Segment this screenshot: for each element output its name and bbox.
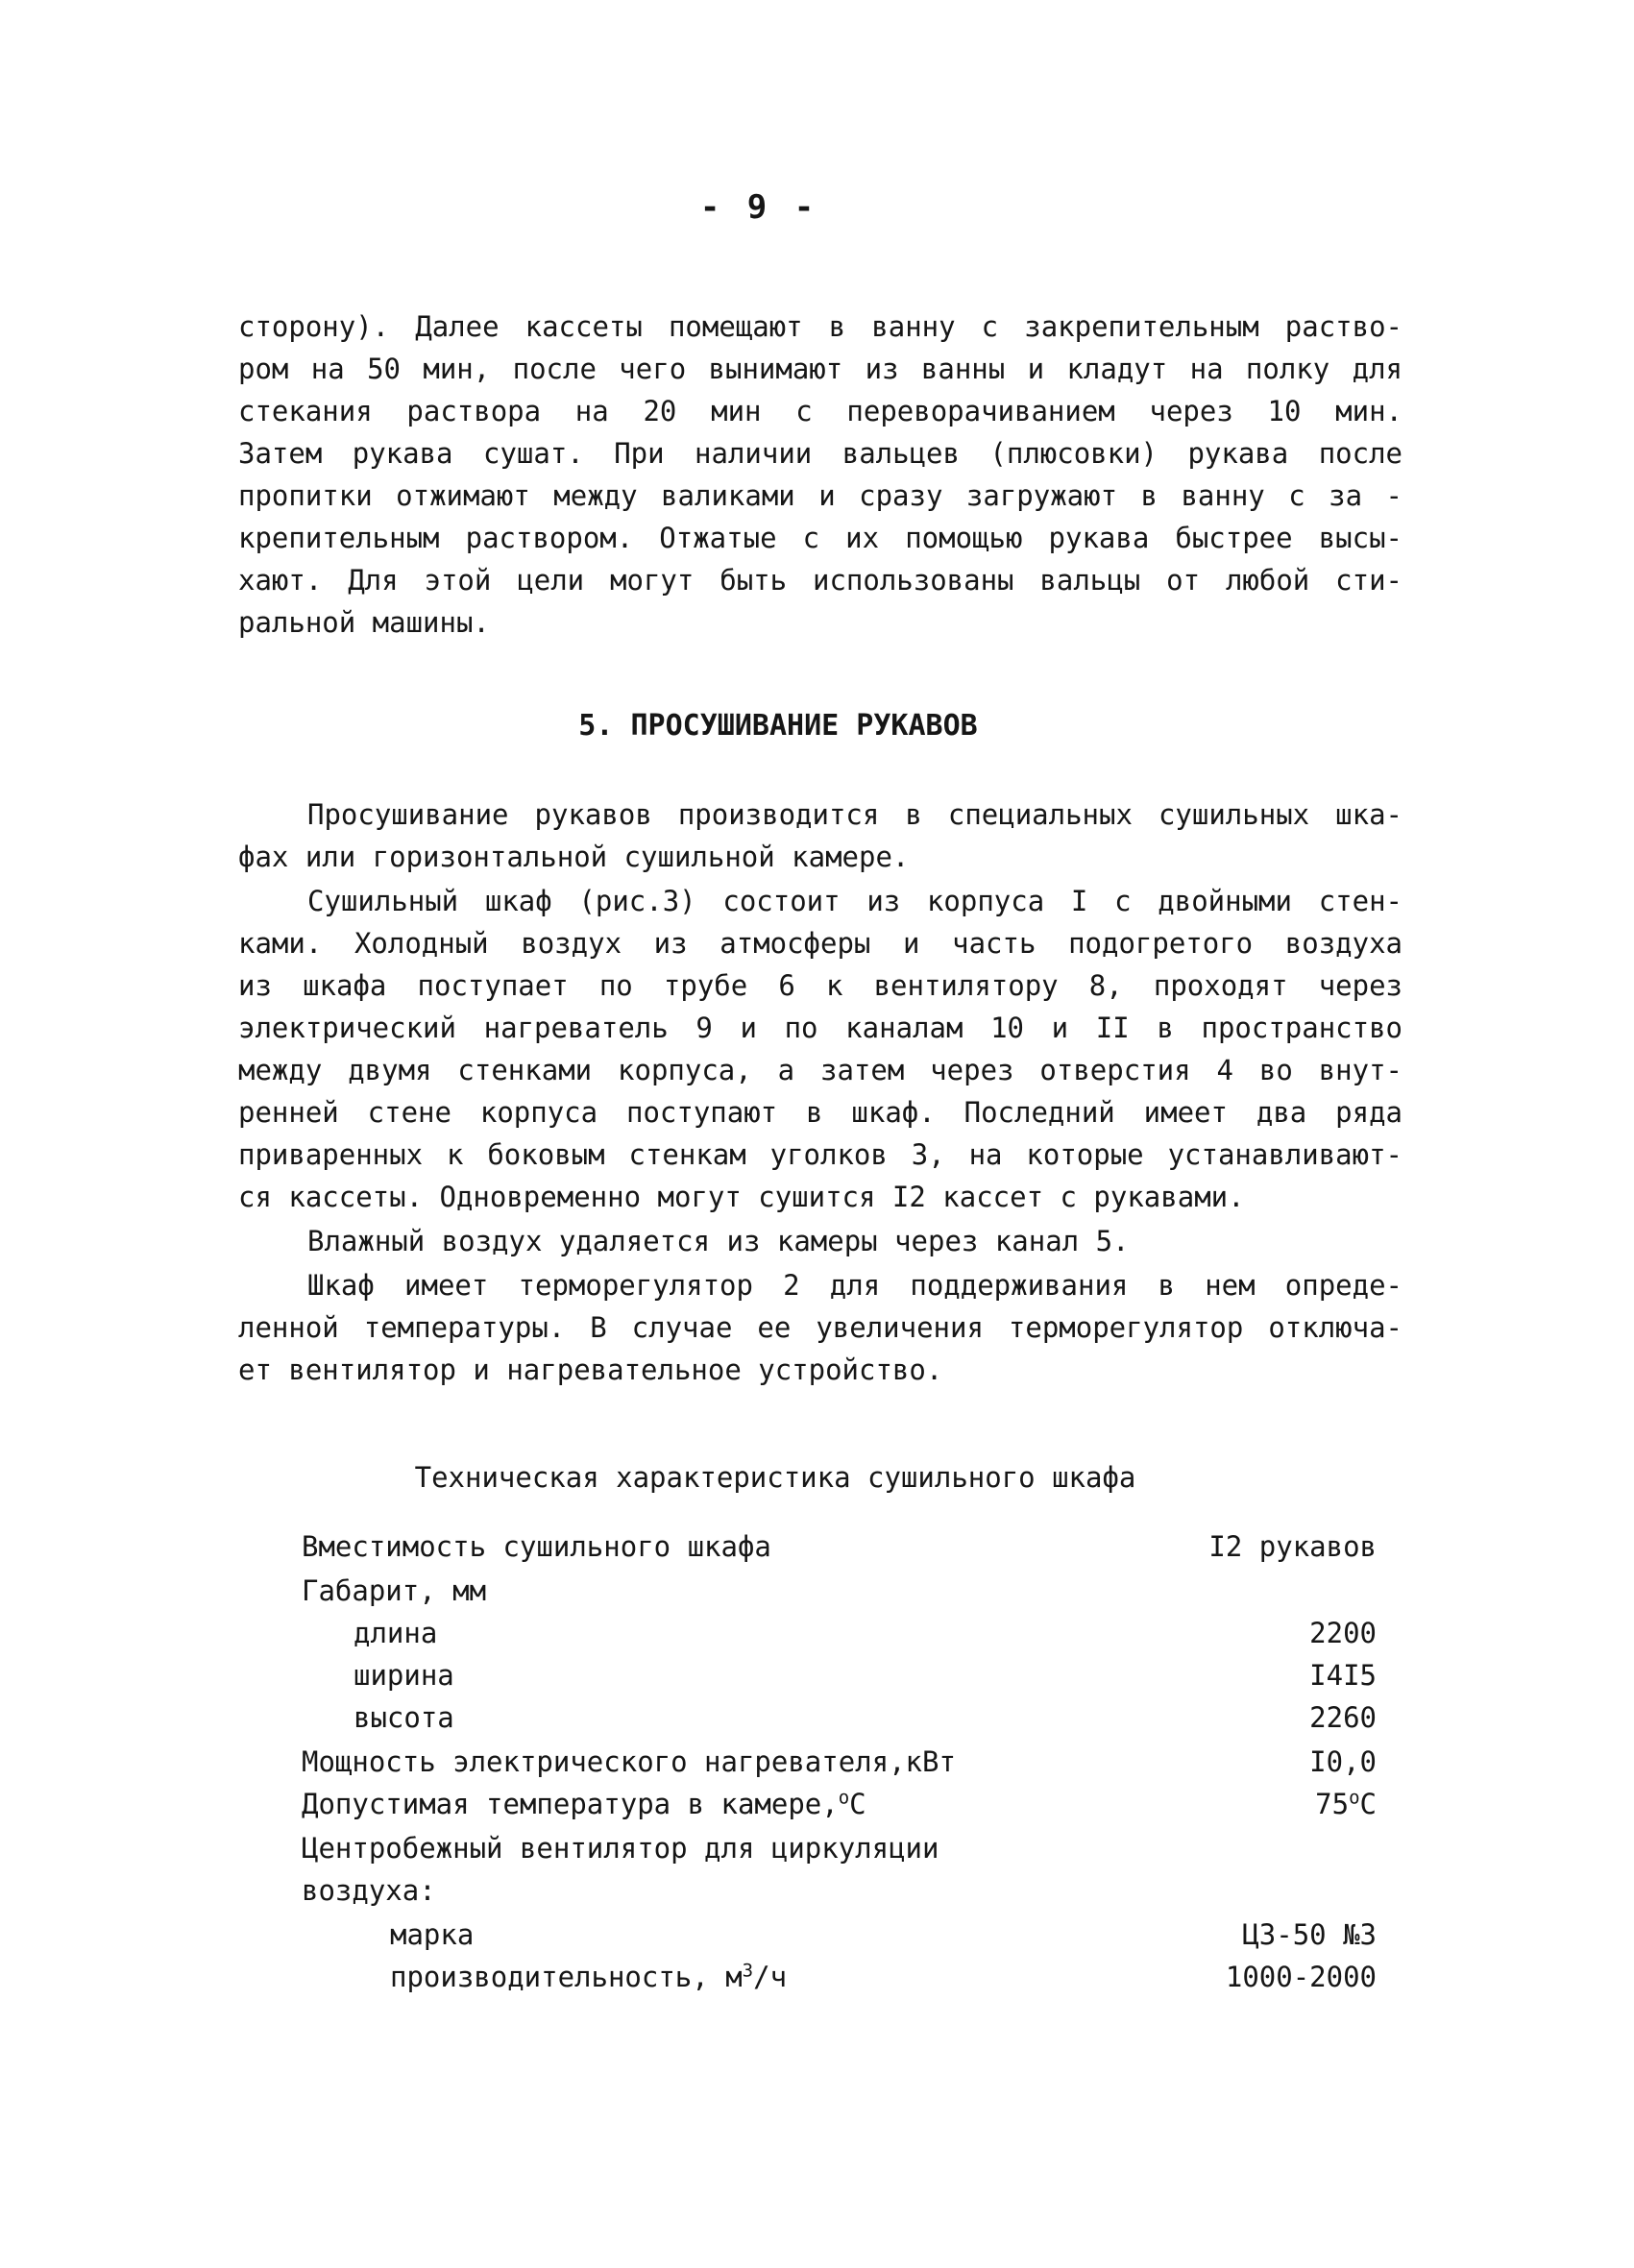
paragraph-line: ками. Холодный воздух из атмосферы и часть подогретого воздуха [238, 927, 1402, 960]
spec-label: Вместимость сушильного шкафа [302, 1530, 771, 1563]
table-title: Техническая характеристика сушильного шкафа [414, 1461, 1136, 1494]
spec-label-text: производительность, м [390, 1961, 743, 1993]
paragraph-line: хают. Для этой цели могут быть использованы вальцы от любой сти- [238, 564, 1402, 597]
unit-text: /ч [753, 1961, 788, 1993]
spec-value: 1000-2000 [1225, 1961, 1377, 1993]
spec-label [302, 1783, 866, 1825]
paragraph-line: электрический нагреватель 9 и по каналам 10 и II в пространство [238, 1012, 1402, 1044]
spec-value: ЦЗ-50 №3 [1242, 1918, 1377, 1951]
paragraph-line: ренней стене корпуса поступают в шкаф. Последний имеет два ряда [238, 1096, 1402, 1129]
spec-value: 2200 [1309, 1617, 1377, 1649]
spec-value: I4I5 [1309, 1659, 1377, 1692]
paragraph-line: ет вентилятор и нагревательное устройство. [238, 1353, 943, 1386]
spec-label: воздуха: [302, 1874, 436, 1907]
spec-label: длина [354, 1617, 438, 1649]
spec-value: 2260 [1309, 1701, 1377, 1734]
paragraph-line: Шкаф имеет терморегулятор 2 для поддерживания в нем опреде- [307, 1269, 1402, 1302]
paragraph-line: пропитки отжимают между валиками и сразу загружают в ванну с за - [238, 479, 1402, 512]
paragraph-line: фах или горизонтальной сушильной камере. [238, 841, 910, 873]
paragraph-line: ленной температуры. В случае ее увеличения терморегулятор отключа- [238, 1311, 1402, 1344]
paragraph-line: между двумя стенками корпуса, а затем через отверстия 4 во внут- [238, 1054, 1402, 1086]
spec-label: Центробежный вентилятор для циркуляции [302, 1832, 939, 1865]
spec-value: I0,0 [1309, 1745, 1377, 1778]
paragraph-line: Сушильный шкаф (рис.3) состоит из корпуса I с двойными стен- [307, 885, 1402, 917]
superscript-3: 3 [742, 1960, 754, 1982]
spec-value-text: 75 [1315, 1788, 1350, 1820]
paragraph-line: Затем рукава сушат. При наличии вальцев (плюсовки) рукава после [238, 437, 1402, 470]
paragraph-line: Просушивание рукавов производится в специальных сушильных шка- [307, 798, 1402, 831]
spec-label-text: Допустимая температура в камере, [302, 1788, 839, 1820]
spec-label [390, 1956, 787, 1998]
spec-label: марка [390, 1918, 475, 1951]
spec-label: Мощность электрического нагревателя,кВт [302, 1745, 956, 1778]
paragraph-line: крепительным раствором. Отжатые с их помощью рукава быстрее высы- [238, 522, 1402, 554]
paragraph-line: сторону). Далее кассеты помещают в ванну с закрепительным раство- [238, 310, 1402, 343]
paragraph-line: стекания раствора на 20 мин с переворачиванием через 10 мин. [238, 395, 1402, 427]
paragraph-line: ся кассеты. Одновременно могут сушится I2 кассет с рукавами. [238, 1181, 1245, 1213]
spec-label: Габарит, мм [302, 1574, 487, 1607]
spec-label: ширина [354, 1659, 454, 1692]
paragraph-line: ром на 50 мин, после чего вынимают из ванны и кладут на полку для [238, 353, 1402, 385]
unit-text: С [849, 1788, 866, 1820]
spec-value: I2 рукавов [1208, 1530, 1377, 1563]
paragraph-line: ральной машины. [238, 606, 490, 639]
degree-sign: о [838, 1787, 850, 1809]
paragraph-line: из шкафа поступает по трубе 6 к вентилятору 8, проходят через [238, 969, 1402, 1002]
page-number: - 9 - [699, 188, 818, 227]
paragraph-line: приваренных к боковым стенкам уголков 3, на которые устанавливают- [238, 1138, 1402, 1171]
paragraph-line: Влажный воздух удаляется из камеры через канал 5. [307, 1225, 1130, 1257]
degree-sign: о [1349, 1787, 1360, 1809]
spec-value [1315, 1783, 1377, 1825]
unit-text: С [1359, 1788, 1377, 1820]
spec-label: высота [354, 1701, 454, 1734]
section-heading: 5. ПРОСУШИВАНИЕ РУКАВОВ [578, 709, 978, 743]
